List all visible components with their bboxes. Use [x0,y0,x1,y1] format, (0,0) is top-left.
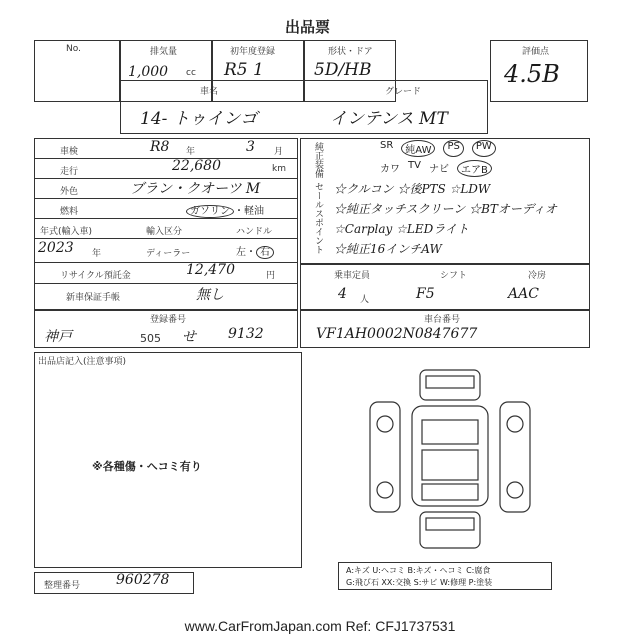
color-label: 外色 [60,187,79,197]
equipment-row-1 [380,140,496,157]
displacement-unit: cc [186,68,196,78]
score-label: 評価点 [522,47,550,57]
handle-label: ハンドル [236,227,273,237]
inspection-month-unit: 月 [274,147,284,157]
car-right-side [500,402,530,512]
shape-label: 形状・ドア [328,47,373,57]
car-damage-diagram [360,362,540,560]
model-year-unit: 年 [92,249,102,259]
car-left-side [370,402,400,512]
car-name-value: 14- トゥインゴ [140,109,258,129]
divider [34,198,298,199]
grade-value: インテンス MT [330,109,448,129]
shift-value: F5 [416,286,435,302]
divider [34,238,298,239]
equipment-airbag: エアB [457,160,492,177]
color-value: ブラン・クオーツ M [130,181,261,197]
notes-label: 出品店記入(注意事項) [38,357,127,367]
shift-label: シフト [440,271,468,281]
new-warranty-label: 新車保証手帳 [66,293,121,303]
handle-right: 右 [256,246,274,259]
fuel-selected: ガソリン [186,205,234,218]
sales-point-2: ☆純正タッチスクリーン ☆BTオーディオ [334,202,557,216]
recycle-value: 12,470 [186,262,235,278]
plate-number: 9132 [228,326,264,342]
ac-label: 冷房 [528,271,547,281]
inspection-label: 車検 [60,147,79,157]
displacement-value: 1,000 [128,64,169,80]
mileage-label: 走行 [60,167,79,177]
equipment-power-steering: PS [443,140,463,157]
equipment-sr: SR [380,140,394,151]
sales-point-3: ☆Carplay ☆LEDライト [334,222,469,236]
mileage-value: 22,680 [172,158,221,174]
equipment-power-windows: PW [472,140,496,157]
serial-label: 整理番号 [44,581,81,591]
score-value: 4.5B [504,60,560,88]
inspection-era: R8 [150,139,170,155]
model-year-value: 2023 [38,240,74,256]
recycle-unit: 円 [266,271,276,281]
sales-point-4: ☆純正16インチAW [334,242,442,256]
legend-row-1: A:キズ U:ヘコミ B:キズ・ヘコミ C:腐食 [346,566,491,575]
no-label: No. [66,44,81,54]
legend-row-2: G:飛び石 XX:交換 S:サビ W:修理 P:塗装 [346,578,493,587]
plate-class: 505 [140,332,161,345]
handle-left: 左 [236,247,246,258]
passengers-label: 乗車定員 [334,271,371,281]
import-label: 輸入区分 [146,227,183,237]
fuel-separator: ・ [234,206,244,217]
plate-region: 神戸 [44,329,72,345]
divider [34,218,298,219]
passengers-value: 4 [338,286,347,302]
sales-points-label: セールスポイント [313,182,323,254]
car-top-view [412,406,488,506]
vin-label: 車台番号 [424,315,461,325]
inspection-month: 3 [246,139,255,155]
ac-value: AAC [508,286,539,302]
fuel-options [186,202,264,217]
divider [34,158,298,159]
inspection-year-unit: 年 [186,147,196,157]
model-year-label: 年式(輸入車) [40,227,93,237]
plate-label: 登録番号 [150,315,187,325]
fuel-label: 燃料 [60,207,79,217]
plate-kana: せ [182,329,196,345]
new-warranty-value: 無し [196,287,224,303]
handle-separator: ・ [246,247,256,258]
displacement-label: 排気量 [150,47,178,57]
handle-options [236,243,274,258]
sales-point-1: ☆クルコン ☆後PTS ☆LDW [334,182,491,196]
equipment-label: 純正装備 [313,142,323,178]
recycle-label: リサイクル預託金 [60,271,131,281]
first-reg-label: 初年度登録 [230,47,276,57]
notes-text: ※各種傷・ヘコミ有り [92,460,202,473]
shape-value: 5D/HB [314,60,372,80]
equipment-tv: TV [408,160,421,171]
equipment-leather: カワ [380,164,400,175]
passengers-unit: 人 [360,295,370,305]
first-reg-value: R5 1 [224,60,264,80]
equipment-navi: ナビ [428,164,449,175]
footer-reference: www.CarFromJapan.com Ref: CFJ1737531 [184,618,456,634]
document-title: 出品票 [285,18,331,36]
fuel-other: 軽油 [244,206,264,217]
car-name-label: 車名 [200,87,219,97]
car-front-view [420,370,480,400]
vin-value: VF1AH0002N0847677 [316,326,478,342]
serial-value: 960278 [116,572,170,588]
equipment-alloy-wheels: 純AW [401,140,435,157]
grade-label: グレード [385,87,422,97]
import-value: ディーラー [146,249,191,259]
equipment-row-2 [380,160,492,177]
mileage-unit: km [272,164,286,174]
